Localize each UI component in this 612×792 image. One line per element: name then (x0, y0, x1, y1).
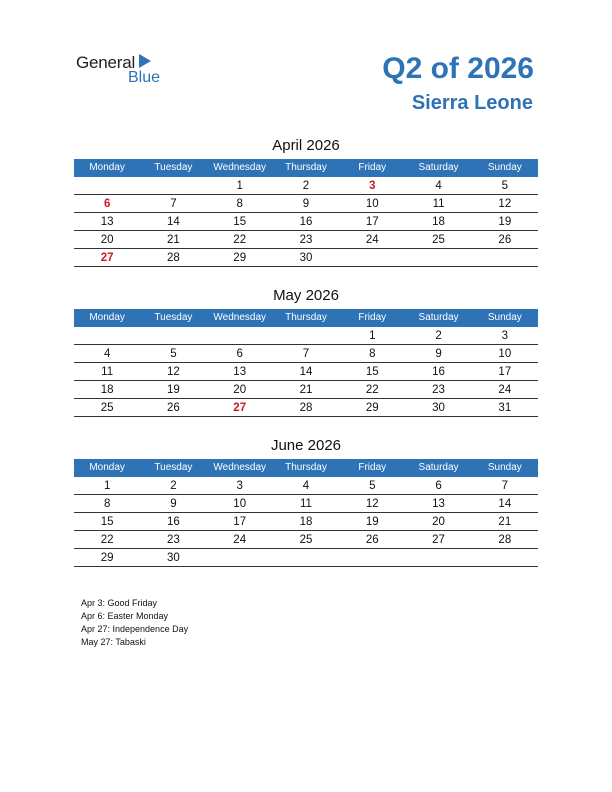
day-cell: 15 (100, 516, 114, 528)
day-cell: 30 (167, 552, 180, 564)
month-title: May 2026 (273, 287, 339, 304)
day-cell: 20 (233, 384, 247, 396)
week-row (74, 345, 538, 363)
day-cell: 26 (365, 534, 379, 546)
month-title: April 2026 (272, 137, 340, 154)
weekday-label: Thursday (285, 312, 327, 323)
day-cell: 6 (103, 198, 111, 210)
day-cell (273, 549, 339, 566)
week-row (74, 531, 538, 549)
week-row (74, 231, 538, 249)
weekday-label: Wednesday (213, 312, 267, 323)
month-june (74, 437, 538, 567)
month-may (74, 287, 538, 417)
day-cell: 29 (233, 252, 247, 264)
day-cell: 21 (299, 384, 313, 396)
day-cell: 14 (498, 498, 512, 510)
day-cell: 18 (100, 384, 114, 396)
day-cell: 13 (233, 366, 247, 378)
day-cell (273, 327, 339, 344)
day-cell: 26 (167, 402, 180, 414)
day-cell: 27 (100, 252, 114, 264)
day-cell: 19 (365, 516, 379, 528)
day-cell: 3 (501, 330, 509, 342)
day-cell: 24 (498, 384, 512, 396)
week-row (74, 249, 538, 267)
day-cell: 1 (103, 480, 111, 492)
day-cell: 8 (103, 498, 111, 510)
day-cell: 19 (167, 384, 180, 396)
week-row (74, 195, 538, 213)
day-cell (472, 249, 538, 266)
day-cell: 10 (498, 348, 512, 360)
day-cell: 2 (435, 330, 442, 342)
day-cell: 17 (233, 516, 247, 528)
day-cell: 30 (299, 252, 313, 264)
day-cell: 12 (167, 366, 180, 378)
day-cell: 12 (365, 498, 379, 510)
day-cell: 16 (299, 216, 313, 228)
day-cell: 10 (365, 198, 379, 210)
logo-triangle-icon (139, 54, 151, 68)
day-cell: 18 (432, 216, 445, 228)
day-cell: 22 (233, 234, 247, 246)
day-cell: 31 (498, 402, 512, 414)
weekday-label: Tuesday (154, 462, 193, 473)
day-cell: 8 (236, 198, 243, 210)
day-cell: 4 (302, 480, 310, 492)
weekday-label: Saturday (418, 312, 459, 323)
weekday-label: Friday (358, 312, 387, 323)
weekday-label: Saturday (418, 462, 459, 473)
day-cell: 14 (299, 366, 313, 378)
day-cell: 26 (498, 234, 512, 246)
day-cell: 27 (233, 402, 247, 414)
month-april (74, 137, 538, 267)
weekday-label: Monday (89, 312, 125, 323)
day-cell: 9 (170, 498, 177, 510)
day-cell: 3 (369, 180, 376, 192)
weekday-label: Friday (358, 462, 387, 473)
weekday-label: Tuesday (154, 162, 193, 173)
day-cell: 28 (299, 402, 313, 414)
day-cell: 5 (170, 348, 177, 360)
day-cell: 5 (501, 180, 509, 192)
day-cell: 10 (233, 498, 247, 510)
weekday-label: Thursday (285, 462, 327, 473)
weekday-label: Wednesday (213, 162, 267, 173)
day-cell: 7 (501, 480, 509, 492)
day-cell: 5 (369, 480, 376, 492)
month-title: June 2026 (270, 437, 342, 454)
page-title: Q2 of 2026 (382, 52, 534, 85)
day-cell: 25 (432, 234, 445, 246)
weekday-label: Sunday (487, 162, 522, 173)
week-row (74, 363, 538, 381)
day-cell: 3 (236, 480, 243, 492)
day-cell: 1 (236, 180, 243, 192)
weekday-header-row (74, 309, 538, 327)
day-cell: 17 (365, 216, 379, 228)
day-cell (405, 249, 471, 266)
day-cell (140, 327, 206, 344)
day-cell: 9 (435, 348, 442, 360)
day-cell: 1 (369, 330, 376, 342)
day-cell: 25 (299, 534, 313, 546)
week-row (74, 399, 538, 417)
day-cell: 7 (170, 198, 177, 210)
day-cell: 12 (498, 198, 512, 210)
day-cell: 11 (101, 366, 114, 378)
day-cell: 24 (365, 234, 379, 246)
day-cell (472, 549, 538, 566)
week-row (74, 327, 538, 345)
day-cell: 20 (100, 234, 114, 246)
weekday-header-row (74, 459, 538, 477)
day-cell: 29 (365, 402, 379, 414)
day-cell: 11 (432, 198, 445, 210)
weekday-header-row (74, 159, 538, 177)
day-cell (140, 177, 206, 194)
day-cell: 13 (100, 216, 114, 228)
weekday-label: Sunday (487, 312, 522, 323)
holiday-notes (81, 597, 188, 649)
day-cell: 11 (300, 498, 312, 510)
day-cell: 25 (100, 402, 114, 414)
day-cell: 17 (498, 366, 512, 378)
weekday-label: Monday (89, 162, 125, 173)
day-cell: 28 (498, 534, 512, 546)
day-cell: 23 (167, 534, 180, 546)
day-cell: 30 (432, 402, 445, 414)
week-row (74, 495, 538, 513)
day-cell: 24 (233, 534, 247, 546)
day-cell (207, 327, 273, 344)
day-cell: 22 (365, 384, 379, 396)
week-row (74, 477, 538, 495)
day-cell (207, 549, 273, 566)
logo-text-blue: Blue (128, 69, 161, 86)
day-cell: 9 (302, 198, 310, 210)
holiday-note: Apr 27: Independence Day (81, 624, 189, 634)
day-cell (339, 249, 405, 266)
day-cell: 28 (167, 252, 180, 264)
holiday-note: May 27: Tabaski (81, 637, 146, 647)
weekday-label: Tuesday (154, 312, 193, 323)
day-cell: 18 (299, 516, 313, 528)
logo-text-general: General (76, 53, 136, 72)
weekday-label: Friday (358, 162, 387, 173)
day-cell: 6 (236, 348, 243, 360)
holiday-note: Apr 3: Good Friday (81, 598, 158, 608)
day-cell: 7 (302, 348, 310, 360)
day-cell: 2 (170, 480, 177, 492)
day-cell: 19 (498, 216, 512, 228)
day-cell (74, 327, 140, 344)
day-cell: 23 (299, 234, 313, 246)
weekday-label: Monday (89, 462, 125, 473)
day-cell: 6 (435, 480, 442, 492)
day-cell: 4 (103, 348, 111, 360)
day-cell: 13 (432, 498, 445, 510)
day-cell: 14 (167, 216, 180, 228)
day-cell: 27 (432, 534, 445, 546)
holiday-note: Apr 6: Easter Monday (81, 611, 169, 621)
day-cell: 21 (498, 516, 512, 528)
day-cell (405, 549, 471, 566)
day-cell: 21 (167, 234, 180, 246)
day-cell: 16 (167, 516, 180, 528)
weekday-label: Saturday (418, 162, 459, 173)
week-row (74, 513, 538, 531)
day-cell: 8 (369, 348, 376, 360)
day-cell: 22 (100, 534, 114, 546)
week-row (74, 381, 538, 399)
day-cell: 15 (233, 216, 247, 228)
weekday-label: Wednesday (213, 462, 267, 473)
week-row (74, 177, 538, 195)
weekday-label: Sunday (487, 462, 522, 473)
weekday-label: Thursday (285, 162, 327, 173)
day-cell: 29 (100, 552, 114, 564)
day-cell: 15 (365, 366, 379, 378)
day-cell: 20 (432, 516, 445, 528)
country-name: Sierra Leone (411, 92, 533, 114)
day-cell (74, 177, 140, 194)
day-cell: 4 (435, 180, 442, 192)
day-cell: 2 (302, 180, 310, 192)
logo (76, 52, 176, 92)
day-cell: 23 (432, 384, 445, 396)
week-row (74, 213, 538, 231)
day-cell (339, 549, 405, 566)
week-row (74, 549, 538, 567)
day-cell: 16 (432, 366, 445, 378)
